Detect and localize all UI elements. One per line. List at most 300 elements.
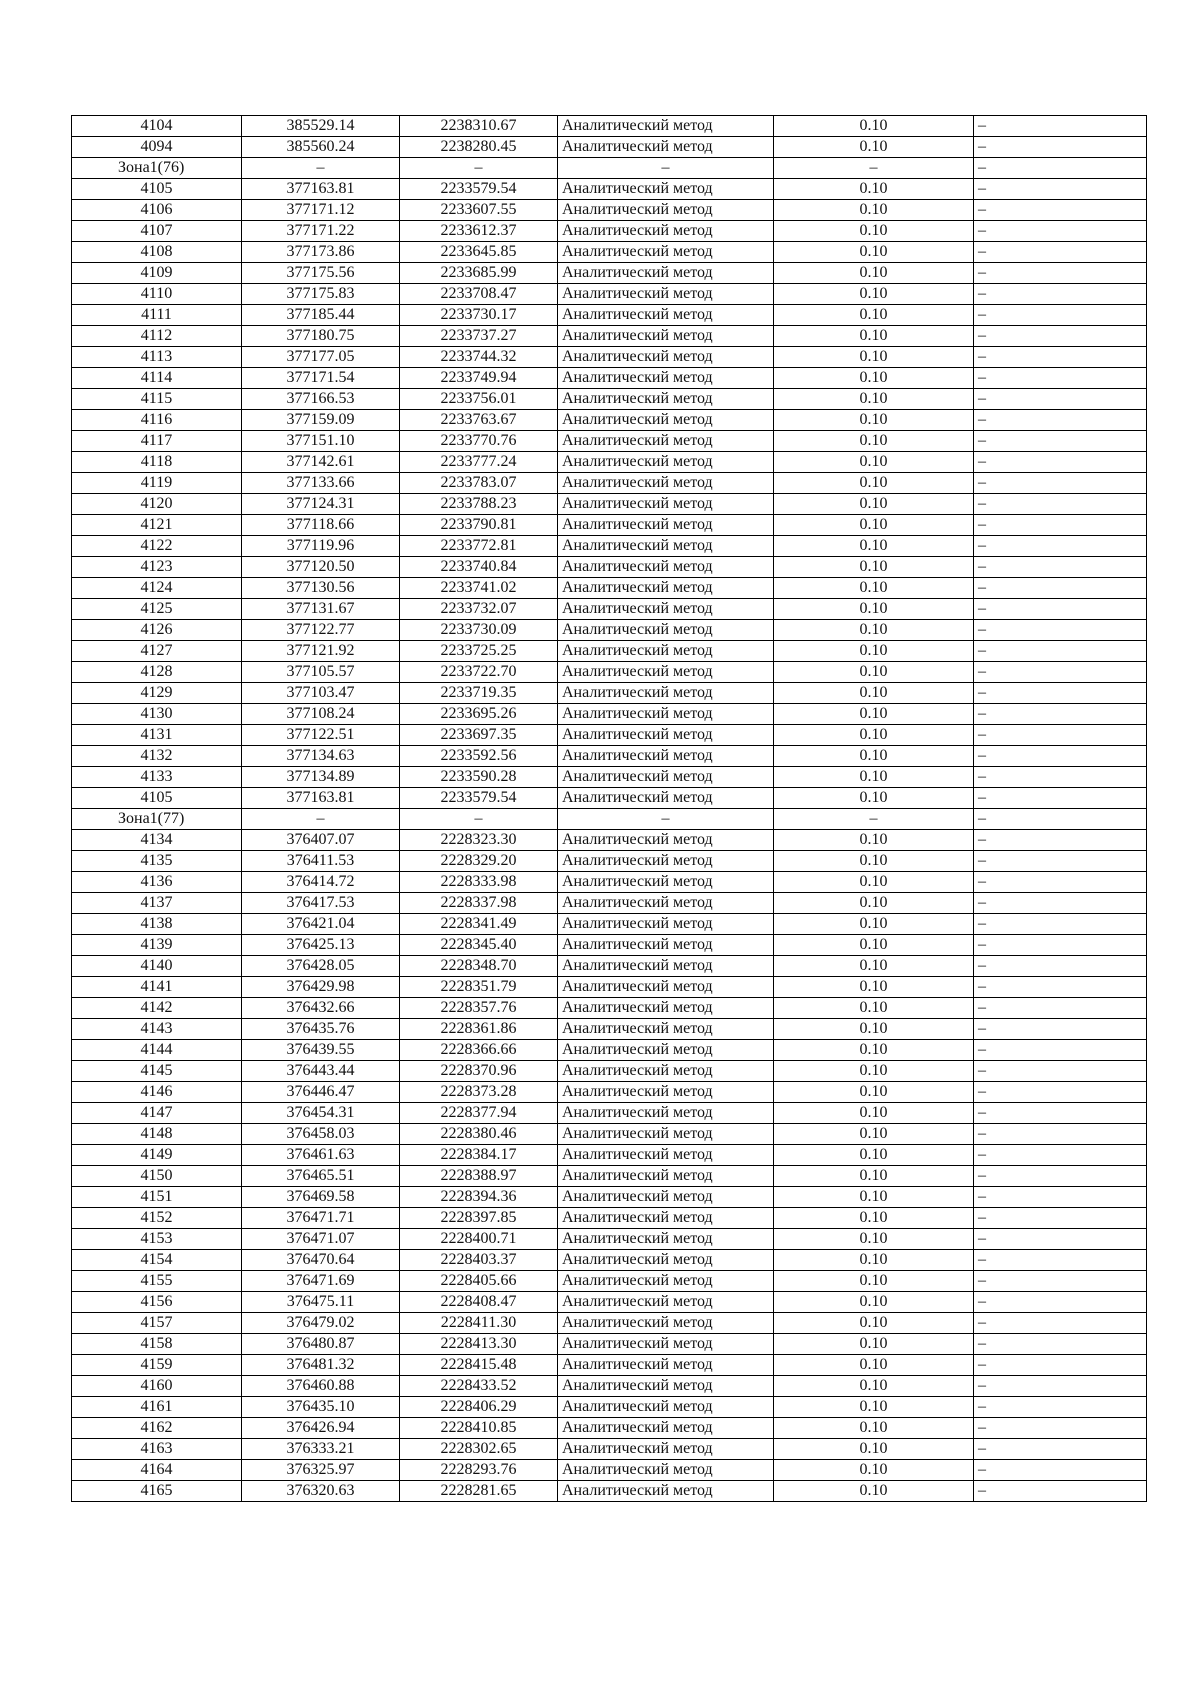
y-coordinate-cell: 2233763.67 <box>400 410 558 431</box>
note-cell: – <box>974 1124 1147 1145</box>
note-cell: – <box>974 1271 1147 1292</box>
x-coordinate-cell: 376480.87 <box>242 1334 400 1355</box>
point-number-cell: 4129 <box>72 683 242 704</box>
note-cell: – <box>974 263 1147 284</box>
note-cell: – <box>974 1334 1147 1355</box>
note-cell: – <box>974 641 1147 662</box>
x-coordinate-cell: 376439.55 <box>242 1040 400 1061</box>
method-cell: Аналитический метод <box>558 998 774 1019</box>
x-coordinate-cell: 376471.71 <box>242 1208 400 1229</box>
accuracy-cell: 0.10 <box>774 788 974 809</box>
y-coordinate-cell: 2228357.76 <box>400 998 558 1019</box>
note-cell: – <box>974 347 1147 368</box>
table-row <box>72 662 1147 683</box>
accuracy-cell: 0.10 <box>774 1124 974 1145</box>
accuracy-cell: 0.10 <box>774 956 974 977</box>
x-coordinate-cell: 377171.54 <box>242 368 400 389</box>
point-number-cell: 4134 <box>72 830 242 851</box>
point-number-cell: 4164 <box>72 1460 242 1481</box>
note-cell: – <box>974 809 1147 830</box>
y-coordinate-cell: 2233685.99 <box>400 263 558 284</box>
note-cell: – <box>974 1355 1147 1376</box>
note-cell: – <box>974 830 1147 851</box>
point-number-cell: 4128 <box>72 662 242 683</box>
note-cell: – <box>974 473 1147 494</box>
point-number-cell: 4165 <box>72 1481 242 1502</box>
method-cell: Аналитический метод <box>558 1019 774 1040</box>
point-number-cell: 4104 <box>72 116 242 137</box>
x-coordinate-cell: 376460.88 <box>242 1376 400 1397</box>
y-coordinate-cell: 2233722.70 <box>400 662 558 683</box>
note-cell: – <box>974 1040 1147 1061</box>
accuracy-cell: 0.10 <box>774 116 974 137</box>
x-coordinate-cell: 376443.44 <box>242 1061 400 1082</box>
accuracy-cell: 0.10 <box>774 431 974 452</box>
note-cell: – <box>974 116 1147 137</box>
note-cell: – <box>974 998 1147 1019</box>
x-coordinate-cell: 377133.66 <box>242 473 400 494</box>
point-number-cell: 4125 <box>72 599 242 620</box>
y-coordinate-cell: 2233737.27 <box>400 326 558 347</box>
note-cell: – <box>974 452 1147 473</box>
x-coordinate-cell: 376325.97 <box>242 1460 400 1481</box>
y-coordinate-cell: 2233777.24 <box>400 452 558 473</box>
y-coordinate-cell: 2228413.30 <box>400 1334 558 1355</box>
y-coordinate-cell: 2233730.09 <box>400 620 558 641</box>
accuracy-cell: 0.10 <box>774 389 974 410</box>
x-coordinate-cell: 377134.89 <box>242 767 400 788</box>
y-coordinate-cell: 2238280.45 <box>400 137 558 158</box>
note-cell: – <box>974 1208 1147 1229</box>
y-coordinate-cell: 2233756.01 <box>400 389 558 410</box>
y-coordinate-cell: 2228373.28 <box>400 1082 558 1103</box>
method-cell: Аналитический метод <box>558 305 774 326</box>
method-cell: Аналитический метод <box>558 788 774 809</box>
table-row <box>72 1418 1147 1439</box>
method-cell: Аналитический метод <box>558 872 774 893</box>
y-coordinate-cell: 2228302.65 <box>400 1439 558 1460</box>
accuracy-cell: 0.10 <box>774 830 974 851</box>
accuracy-cell: 0.10 <box>774 536 974 557</box>
accuracy-cell: 0.10 <box>774 347 974 368</box>
note-cell: – <box>974 1166 1147 1187</box>
table-row <box>72 116 1147 137</box>
y-coordinate-cell: 2233770.76 <box>400 431 558 452</box>
accuracy-cell: 0.10 <box>774 1355 974 1376</box>
note-cell: – <box>974 557 1147 578</box>
table-row <box>72 389 1147 410</box>
table-row <box>72 1397 1147 1418</box>
point-number-cell: 4139 <box>72 935 242 956</box>
accuracy-cell: 0.10 <box>774 1376 974 1397</box>
y-coordinate-cell: 2233579.54 <box>400 179 558 200</box>
table-row <box>72 851 1147 872</box>
point-number-cell: 4135 <box>72 851 242 872</box>
accuracy-cell: 0.10 <box>774 1061 974 1082</box>
point-number-cell: 4161 <box>72 1397 242 1418</box>
table-row <box>72 200 1147 221</box>
table-row <box>72 977 1147 998</box>
point-number-cell: 4133 <box>72 767 242 788</box>
method-cell: Аналитический метод <box>558 1439 774 1460</box>
x-coordinate-cell: 376421.04 <box>242 914 400 935</box>
point-number-cell: 4108 <box>72 242 242 263</box>
point-number-cell: 4155 <box>72 1271 242 1292</box>
accuracy-cell: 0.10 <box>774 284 974 305</box>
table-row <box>72 1124 1147 1145</box>
method-cell: Аналитический метод <box>558 956 774 977</box>
x-coordinate-cell: 377173.86 <box>242 242 400 263</box>
accuracy-cell: 0.10 <box>774 893 974 914</box>
note-cell: – <box>974 1145 1147 1166</box>
table-row <box>72 1040 1147 1061</box>
accuracy-cell: 0.10 <box>774 1313 974 1334</box>
x-coordinate-cell: 376435.76 <box>242 1019 400 1040</box>
zone-header-row <box>72 809 1147 830</box>
point-number-cell: 4163 <box>72 1439 242 1460</box>
note-cell: – <box>974 1313 1147 1334</box>
table-row <box>72 893 1147 914</box>
note-cell: – <box>974 305 1147 326</box>
x-coordinate-cell: 376469.58 <box>242 1187 400 1208</box>
accuracy-cell: 0.10 <box>774 179 974 200</box>
x-coordinate-cell: 377124.31 <box>242 494 400 515</box>
note-cell: – <box>974 914 1147 935</box>
accuracy-cell: 0.10 <box>774 1250 974 1271</box>
x-coordinate-cell: 377131.67 <box>242 599 400 620</box>
accuracy-cell: 0.10 <box>774 1397 974 1418</box>
point-number-cell: 4122 <box>72 536 242 557</box>
point-number-cell: 4106 <box>72 200 242 221</box>
method-cell: Аналитический метод <box>558 116 774 137</box>
method-cell: Аналитический метод <box>558 179 774 200</box>
y-coordinate-cell: 2233708.47 <box>400 284 558 305</box>
table-row <box>72 1229 1147 1250</box>
point-number-cell: 4118 <box>72 452 242 473</box>
table-row <box>72 1271 1147 1292</box>
table-row <box>72 683 1147 704</box>
table-row <box>72 935 1147 956</box>
point-number-cell: 4157 <box>72 1313 242 1334</box>
y-coordinate-cell: 2228415.48 <box>400 1355 558 1376</box>
accuracy-cell: 0.10 <box>774 494 974 515</box>
method-cell: Аналитический метод <box>558 536 774 557</box>
x-coordinate-cell: 377171.22 <box>242 221 400 242</box>
y-coordinate-cell: 2228410.85 <box>400 1418 558 1439</box>
accuracy-cell: 0.10 <box>774 326 974 347</box>
y-coordinate-cell: 2228370.96 <box>400 1061 558 1082</box>
accuracy-cell: 0.10 <box>774 1145 974 1166</box>
x-coordinate-cell: 377151.10 <box>242 431 400 452</box>
method-cell: Аналитический метод <box>558 515 774 536</box>
y-coordinate-cell: 2228337.98 <box>400 893 558 914</box>
table-row <box>72 767 1147 788</box>
note-cell: – <box>974 410 1147 431</box>
y-coordinate-cell: 2228405.66 <box>400 1271 558 1292</box>
point-number-cell: 4110 <box>72 284 242 305</box>
coordinates-table <box>71 115 1147 1502</box>
table-row <box>72 137 1147 158</box>
note-cell: – <box>974 1481 1147 1502</box>
point-number-cell: 4112 <box>72 326 242 347</box>
table-row <box>72 515 1147 536</box>
method-cell: Аналитический метод <box>558 200 774 221</box>
table-row <box>72 1481 1147 1502</box>
x-coordinate-cell: 376461.63 <box>242 1145 400 1166</box>
x-coordinate-cell: 377185.44 <box>242 305 400 326</box>
point-number-cell: 4120 <box>72 494 242 515</box>
accuracy-cell: 0.10 <box>774 1082 974 1103</box>
method-cell: Аналитический метод <box>558 620 774 641</box>
method-cell: Аналитический метод <box>558 851 774 872</box>
accuracy-cell: 0.10 <box>774 704 974 725</box>
table-row <box>72 557 1147 578</box>
table-row <box>72 1061 1147 1082</box>
method-cell: Аналитический метод <box>558 1124 774 1145</box>
note-cell: – <box>974 284 1147 305</box>
table-row <box>72 1439 1147 1460</box>
y-coordinate-cell: 2233741.02 <box>400 578 558 599</box>
note-cell: – <box>974 536 1147 557</box>
method-cell: Аналитический метод <box>558 1040 774 1061</box>
accuracy-cell: 0.10 <box>774 410 974 431</box>
method-cell: Аналитический метод <box>558 1229 774 1250</box>
note-cell: – <box>974 977 1147 998</box>
table-row <box>72 1313 1147 1334</box>
x-coordinate-cell: 377134.63 <box>242 746 400 767</box>
table-row <box>72 641 1147 662</box>
point-number-cell: 4111 <box>72 305 242 326</box>
accuracy-cell: 0.10 <box>774 1187 974 1208</box>
accuracy-cell: 0.10 <box>774 1292 974 1313</box>
accuracy-cell: 0.10 <box>774 1418 974 1439</box>
table-row <box>72 1334 1147 1355</box>
y-coordinate-cell: 2228397.85 <box>400 1208 558 1229</box>
note-cell: – <box>974 326 1147 347</box>
accuracy-cell: – <box>774 158 974 179</box>
note-cell: – <box>974 221 1147 242</box>
point-number-cell: 4140 <box>72 956 242 977</box>
point-number-cell: 4123 <box>72 557 242 578</box>
x-coordinate-cell: 377163.81 <box>242 788 400 809</box>
note-cell: – <box>974 1082 1147 1103</box>
x-coordinate-cell: 377130.56 <box>242 578 400 599</box>
y-coordinate-cell: 2233725.25 <box>400 641 558 662</box>
y-coordinate-cell: 2233697.35 <box>400 725 558 746</box>
y-coordinate-cell: 2228293.76 <box>400 1460 558 1481</box>
x-coordinate-cell: 377122.77 <box>242 620 400 641</box>
accuracy-cell: 0.10 <box>774 998 974 1019</box>
y-coordinate-cell: – <box>400 809 558 830</box>
x-coordinate-cell: 377118.66 <box>242 515 400 536</box>
y-coordinate-cell: 2228348.70 <box>400 956 558 977</box>
note-cell: – <box>974 515 1147 536</box>
point-number-cell: 4149 <box>72 1145 242 1166</box>
x-coordinate-cell: 377175.56 <box>242 263 400 284</box>
y-coordinate-cell: 2228281.65 <box>400 1481 558 1502</box>
note-cell: – <box>974 956 1147 977</box>
x-coordinate-cell: – <box>242 809 400 830</box>
method-cell: – <box>558 809 774 830</box>
note-cell: – <box>974 599 1147 620</box>
point-number-cell: 4159 <box>72 1355 242 1376</box>
point-number-cell: 4117 <box>72 431 242 452</box>
x-coordinate-cell: 377142.61 <box>242 452 400 473</box>
point-number-cell: 4160 <box>72 1376 242 1397</box>
method-cell: Аналитический метод <box>558 263 774 284</box>
accuracy-cell: 0.10 <box>774 1208 974 1229</box>
method-cell: Аналитический метод <box>558 137 774 158</box>
table-row <box>72 452 1147 473</box>
table-row <box>72 914 1147 935</box>
point-number-cell: 4158 <box>72 1334 242 1355</box>
table-row <box>72 284 1147 305</box>
x-coordinate-cell: 376465.51 <box>242 1166 400 1187</box>
x-coordinate-cell: 377122.51 <box>242 725 400 746</box>
table-row <box>72 368 1147 389</box>
point-number-cell: 4105 <box>72 179 242 200</box>
method-cell: Аналитический метод <box>558 683 774 704</box>
point-number-cell: 4142 <box>72 998 242 1019</box>
table-row <box>72 704 1147 725</box>
x-coordinate-cell: 377159.09 <box>242 410 400 431</box>
table-row <box>72 326 1147 347</box>
method-cell: Аналитический метод <box>558 1082 774 1103</box>
method-cell: Аналитический метод <box>558 935 774 956</box>
point-number-cell: 4141 <box>72 977 242 998</box>
y-coordinate-cell: 2228411.30 <box>400 1313 558 1334</box>
table-row <box>72 830 1147 851</box>
accuracy-cell: 0.10 <box>774 557 974 578</box>
y-coordinate-cell: 2233749.94 <box>400 368 558 389</box>
accuracy-cell: 0.10 <box>774 221 974 242</box>
y-coordinate-cell: 2233730.17 <box>400 305 558 326</box>
x-coordinate-cell: 376417.53 <box>242 893 400 914</box>
note-cell: – <box>974 1460 1147 1481</box>
point-number-cell: 4107 <box>72 221 242 242</box>
note-cell: – <box>974 1439 1147 1460</box>
accuracy-cell: – <box>774 809 974 830</box>
accuracy-cell: 0.10 <box>774 935 974 956</box>
x-coordinate-cell: 376411.53 <box>242 851 400 872</box>
zone-label-cell: Зона1(77) <box>72 809 242 830</box>
zone-label-cell: Зона1(76) <box>72 158 242 179</box>
x-coordinate-cell: 376320.63 <box>242 1481 400 1502</box>
point-number-cell: 4151 <box>72 1187 242 1208</box>
point-number-cell: 4121 <box>72 515 242 536</box>
y-coordinate-cell: 2233788.23 <box>400 494 558 515</box>
x-coordinate-cell: 377119.96 <box>242 536 400 557</box>
point-number-cell: 4144 <box>72 1040 242 1061</box>
table-row <box>72 1460 1147 1481</box>
y-coordinate-cell: 2228377.94 <box>400 1103 558 1124</box>
y-coordinate-cell: 2233695.26 <box>400 704 558 725</box>
method-cell: Аналитический метод <box>558 1187 774 1208</box>
x-coordinate-cell: 376458.03 <box>242 1124 400 1145</box>
accuracy-cell: 0.10 <box>774 977 974 998</box>
method-cell: Аналитический метод <box>558 1376 774 1397</box>
method-cell: Аналитический метод <box>558 1292 774 1313</box>
method-cell: Аналитический метод <box>558 704 774 725</box>
point-number-cell: 4162 <box>72 1418 242 1439</box>
table-row <box>72 263 1147 284</box>
y-coordinate-cell: 2228380.46 <box>400 1124 558 1145</box>
x-coordinate-cell: 385529.14 <box>242 116 400 137</box>
accuracy-cell: 0.10 <box>774 767 974 788</box>
y-coordinate-cell: 2228345.40 <box>400 935 558 956</box>
table-row <box>72 1166 1147 1187</box>
point-number-cell: 4138 <box>72 914 242 935</box>
note-cell: – <box>974 704 1147 725</box>
y-coordinate-cell: 2228400.71 <box>400 1229 558 1250</box>
method-cell: Аналитический метод <box>558 221 774 242</box>
x-coordinate-cell: 376471.07 <box>242 1229 400 1250</box>
note-cell: – <box>974 137 1147 158</box>
accuracy-cell: 0.10 <box>774 851 974 872</box>
note-cell: – <box>974 1418 1147 1439</box>
x-coordinate-cell: 376454.31 <box>242 1103 400 1124</box>
method-cell: Аналитический метод <box>558 893 774 914</box>
table-row <box>72 494 1147 515</box>
note-cell: – <box>974 725 1147 746</box>
x-coordinate-cell: 376428.05 <box>242 956 400 977</box>
accuracy-cell: 0.10 <box>774 1019 974 1040</box>
x-coordinate-cell: 376471.69 <box>242 1271 400 1292</box>
y-coordinate-cell: 2228329.20 <box>400 851 558 872</box>
table-row <box>72 1250 1147 1271</box>
note-cell: – <box>974 1292 1147 1313</box>
point-number-cell: 4147 <box>72 1103 242 1124</box>
point-number-cell: 4115 <box>72 389 242 410</box>
point-number-cell: 4137 <box>72 893 242 914</box>
point-number-cell: 4146 <box>72 1082 242 1103</box>
method-cell: – <box>558 158 774 179</box>
method-cell: Аналитический метод <box>558 452 774 473</box>
method-cell: Аналитический метод <box>558 914 774 935</box>
x-coordinate-cell: 385560.24 <box>242 137 400 158</box>
method-cell: Аналитический метод <box>558 347 774 368</box>
accuracy-cell: 0.10 <box>774 305 974 326</box>
y-coordinate-cell: 2228323.30 <box>400 830 558 851</box>
accuracy-cell: 0.10 <box>774 1334 974 1355</box>
accuracy-cell: 0.10 <box>774 599 974 620</box>
point-number-cell: 4113 <box>72 347 242 368</box>
note-cell: – <box>974 788 1147 809</box>
x-coordinate-cell: 377166.53 <box>242 389 400 410</box>
y-coordinate-cell: 2233645.85 <box>400 242 558 263</box>
accuracy-cell: 0.10 <box>774 368 974 389</box>
table-row <box>72 473 1147 494</box>
method-cell: Аналитический метод <box>558 1313 774 1334</box>
method-cell: Аналитический метод <box>558 1460 774 1481</box>
y-coordinate-cell: 2238310.67 <box>400 116 558 137</box>
method-cell: Аналитический метод <box>558 641 774 662</box>
x-coordinate-cell: 376407.07 <box>242 830 400 851</box>
y-coordinate-cell: 2233719.35 <box>400 683 558 704</box>
method-cell: Аналитический метод <box>558 746 774 767</box>
y-coordinate-cell: 2228394.36 <box>400 1187 558 1208</box>
point-number-cell: 4131 <box>72 725 242 746</box>
x-coordinate-cell: 376432.66 <box>242 998 400 1019</box>
table-row <box>72 410 1147 431</box>
x-coordinate-cell: 377171.12 <box>242 200 400 221</box>
y-coordinate-cell: 2233579.54 <box>400 788 558 809</box>
point-number-cell: 4148 <box>72 1124 242 1145</box>
accuracy-cell: 0.10 <box>774 1229 974 1250</box>
note-cell: – <box>974 1376 1147 1397</box>
note-cell: – <box>974 620 1147 641</box>
note-cell: – <box>974 767 1147 788</box>
